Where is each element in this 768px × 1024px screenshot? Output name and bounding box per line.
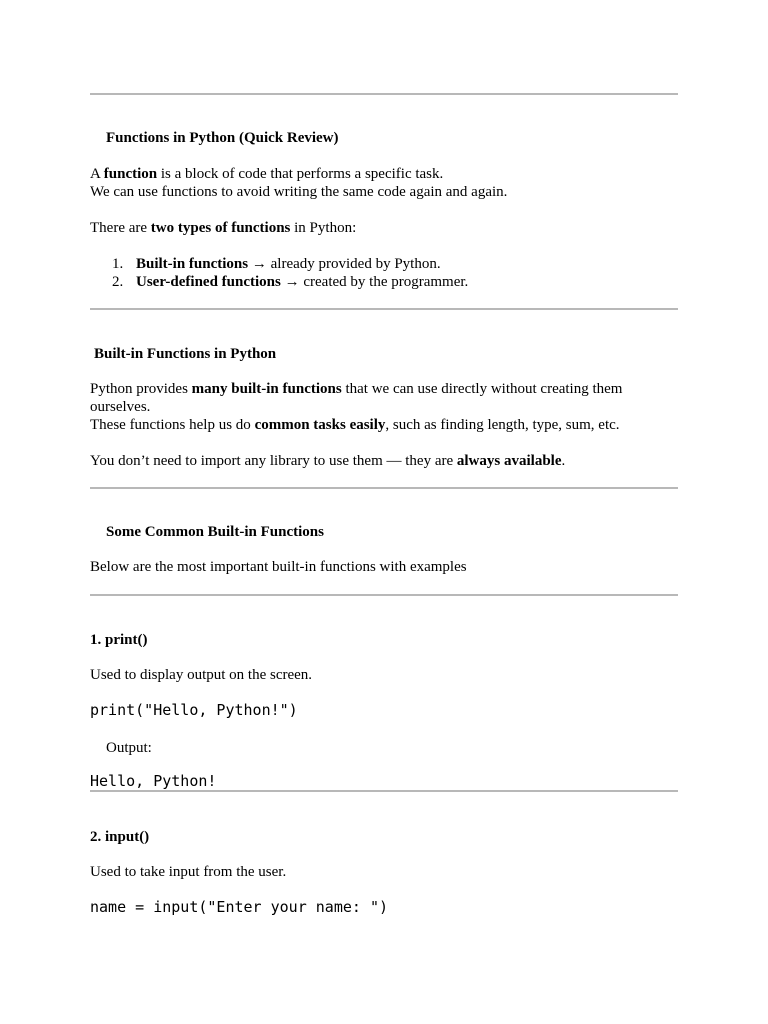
paragraph: Used to take input from the user.: [90, 864, 287, 880]
paragraph: A function is a block of code that performs a specific task.: [90, 166, 444, 182]
list-item: 1. Built-in functions → already provided by Python.: [112, 256, 441, 272]
output-label: Output:: [106, 740, 152, 756]
paragraph: We can use functions to avoid writing the same code again and again.: [90, 184, 508, 200]
arrow-icon: →: [284, 274, 300, 290]
paragraph: There are two types of functions in Python:: [90, 220, 357, 236]
divider: [90, 308, 678, 310]
section-heading: Functions in Python (Quick Review): [106, 130, 339, 146]
arrow-icon: →: [251, 256, 267, 272]
divider: [90, 594, 678, 596]
code-output: Hello, Python!: [90, 772, 217, 790]
paragraph: These functions help us do common tasks easily, such as finding length, type, sum, etc.: [90, 417, 620, 433]
divider: [90, 93, 678, 95]
list-item: 2. User-defined functions → created by the programmer.: [112, 274, 469, 290]
section-heading: Built-in Functions in Python: [94, 346, 277, 362]
section-heading: 1. print(): [90, 632, 148, 648]
divider: [90, 487, 678, 489]
divider: [90, 790, 678, 792]
code-block: print("Hello, Python!"): [90, 701, 298, 719]
code-block: name = input("Enter your name: "): [90, 898, 389, 916]
section-heading: 2. input(): [90, 829, 150, 845]
section-heading: Some Common Built-in Functions: [106, 524, 324, 540]
paragraph: You don’t need to import any library to use them — they are always available.: [90, 453, 566, 469]
paragraph: Python provides many built-in functions that we can use directly without creating them: [90, 381, 623, 397]
paragraph: ourselves.: [90, 399, 151, 415]
paragraph: Used to display output on the screen.: [90, 667, 313, 683]
paragraph: Below are the most important built-in functions with examples: [90, 559, 467, 575]
